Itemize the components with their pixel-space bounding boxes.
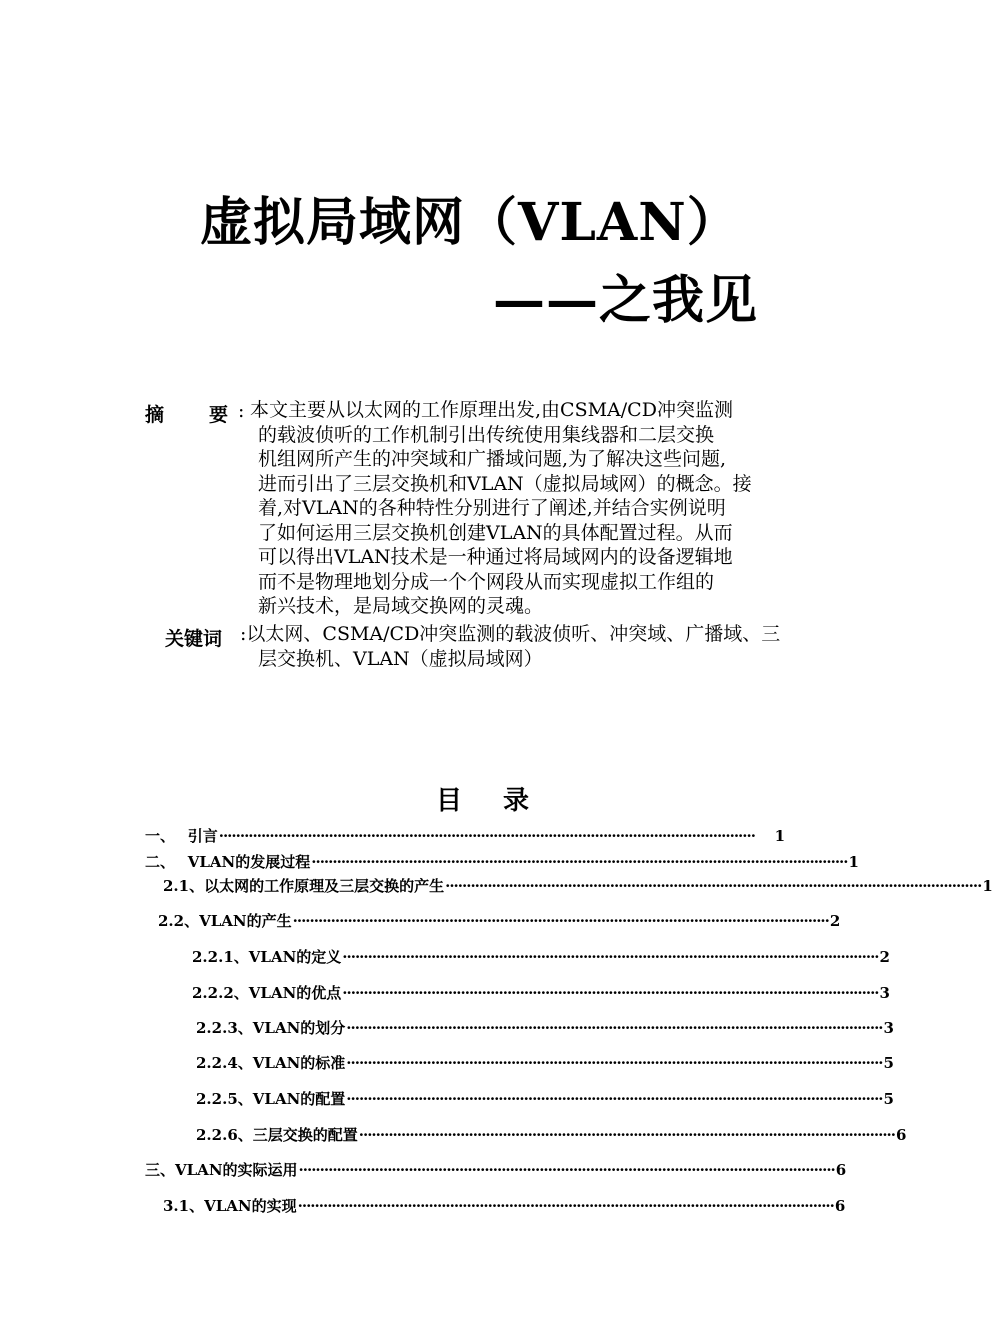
toc-entry-label: 2.2.1、VLAN的定义 [192,948,342,966]
toc-leader-dots: ······························································································································· [346,1090,883,1108]
toc-entry-page: 2 [829,912,841,930]
abstract-label-char-1: 摘 [145,404,165,426]
abstract-line: 机组网所产生的冲突域和广播域问题,为了解决这些问题, [258,448,727,470]
toc-entry-page: 6 [835,1161,847,1179]
abstract-colon: : [238,400,245,422]
keywords-body [240,622,820,671]
toc-entry-page: 2 [879,948,890,966]
toc-entry-page: 5 [883,1054,894,1072]
toc-entry-label: 2.2.3、VLAN的划分 [196,1019,346,1037]
abstract-line: 而不是物理地划分成一个个网段从而实现虚拟工作组的 [258,570,715,593]
toc-entry[interactable] [145,1159,847,1179]
toc-entry-label: 2.2.6、三层交换的配置 [196,1126,358,1144]
toc-leader-dots: ······························································································································· [218,827,755,845]
abstract-line: 进而引出了三层交换机和VLAN（虚拟局域网）的概念。接 [258,472,752,495]
keywords-line: :以太网、CSMA/CD冲突监测的载波侦听、冲突域、广播域、三 [240,623,781,645]
toc-leader-dots: ······························································································································· [342,948,879,966]
toc-entry-page: 6 [834,1197,846,1215]
toc-entry-page: 1 [848,853,859,871]
toc-entry[interactable] [145,825,785,845]
toc-entry[interactable] [192,982,890,1002]
document-title: 虚拟局域网（VLAN） [200,192,740,253]
toc-entry-label: 三、VLAN的实际运用 [145,1161,298,1179]
toc-entry-page: 3 [883,1019,894,1037]
toc-title: 目 录 [436,786,546,816]
toc-entry-page: 3 [879,984,890,1002]
toc-entry[interactable] [196,1088,894,1108]
toc-leader-dots: ······························································································································· [298,1161,835,1179]
toc-leader-dots: ······························································································································· [311,853,848,871]
toc-entry-label: 2.2、VLAN的产生 [158,912,292,930]
abstract-line: 的载波侦听的工作机制引出传统使用集线器和二层交换 [258,423,715,446]
abstract-line: 可以得出VLAN技术是一种通过将局域网内的设备逻辑地 [258,546,733,568]
toc-entry[interactable] [163,875,993,895]
toc-entry[interactable] [163,1195,846,1215]
toc-entry[interactable] [192,946,890,966]
abstract-line: 本文主要从以太网的工作原理出发,由CSMA/CD冲突监测 [250,399,733,421]
toc-leader-dots: ······························································································································· [358,1126,895,1144]
toc-entry-page: 1 [982,877,993,895]
toc-entry-label: 2.1、以太网的工作原理及三层交换的产生 [163,877,445,895]
toc-entry-label: 一、 引言 [145,827,218,845]
toc-entry[interactable] [196,1017,894,1037]
toc-entry-label: 2.2.5、VLAN的配置 [196,1090,346,1108]
toc-leader-dots: ······························································································································· [346,1019,883,1037]
toc-leader-dots: ······························································································································· [342,984,879,1002]
toc-leader-dots: ······························································································································· [292,912,829,930]
toc-entry-page: 1 [774,827,785,845]
abstract-line: 了如何运用三层交换机创建VLAN的具体配置过程。从而 [258,521,733,544]
toc-leader-dots: ······························································································································· [445,877,982,895]
toc-entry-label: 2.2.2、VLAN的优点 [192,984,342,1002]
toc-entry-page: 5 [883,1090,894,1108]
toc-leader-dots: ······························································································································· [297,1197,834,1215]
abstract-line: 着,对VLAN的各种特性分别进行了阐述,并结合实例说明 [258,497,726,519]
toc-entry[interactable] [196,1124,907,1144]
abstract-label-char-2: 要 [209,404,229,426]
keywords-label: 关键词 [165,628,223,650]
toc-entry-label: 二、 VLAN的发展过程 [145,853,311,871]
abstract-line: 新兴技术，是局域交换网的灵魂。 [258,595,544,617]
abstract-label [145,400,228,427]
toc-entry-label: 2.2.4、VLAN的标准 [196,1054,346,1072]
toc-leader-dots: ······························································································································· [346,1054,883,1072]
keywords-line: 层交换机、VLAN（虚拟局域网） [258,647,543,670]
toc-entry[interactable] [145,851,859,871]
abstract-body [250,398,820,619]
toc-entry[interactable] [158,910,841,930]
document-subtitle: ——之我见 [493,270,759,331]
toc-entry-page: 6 [895,1126,907,1144]
toc-entry[interactable] [196,1052,894,1072]
toc-entry-label: 3.1、VLAN的实现 [163,1197,297,1215]
